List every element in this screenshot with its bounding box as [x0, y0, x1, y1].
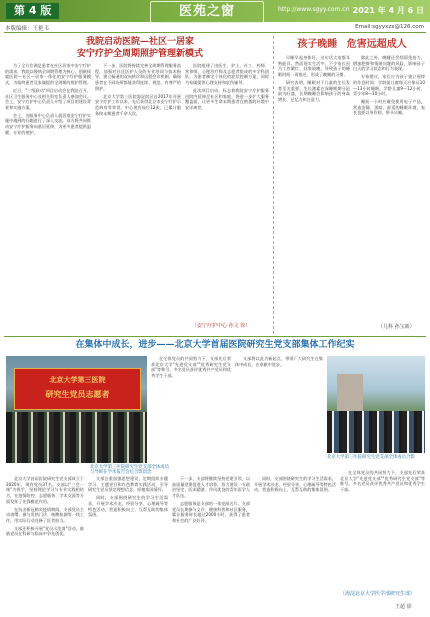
paragraph: 下一步，支部将继续坚持党建引领，以高质量党建促进人才培养，努力建设一支政治坚定、医术精湛、作风优良的青年医学人才队伍。: [172, 476, 250, 499]
website-url[interactable]: http://www.sgyy.com.cn: [278, 6, 350, 13]
article1-col3: [185, 63, 269, 318]
paragraph: 在全体党员的共同努力下，支部先后荣获北京大学"先进党支部""优秀研究生党支部"等称号，多名党员获评优秀共产党员和优秀学生干部。: [340, 470, 425, 493]
page-header: [0, 0, 430, 22]
issue-label: 第 4 版: [6, 3, 59, 19]
article3-col5: [254, 476, 336, 588]
article2-col2: [353, 55, 425, 320]
group-photo-1: [6, 356, 147, 463]
publish-date: 2021 年 4 月 6 日: [352, 6, 424, 15]
article3-col3-top: [151, 356, 231, 464]
article3-col1: [6, 476, 84, 612]
paragraph: 近日，"三级联动"项目启动会在我院召开。社区卫生服务中心及相关科室负责人参加会议。会上，安宁疗护中心负责人介绍了项目的建设背景和实施方案。: [5, 87, 91, 110]
article1-title-line1: 我院启动医院—社区一居家: [85, 37, 194, 47]
paragraph: 在全体党员的共同努力下，支部先后荣获北京大学"先进党支部""优秀研究生党支部"等称号，多名党员获评优秀共产党员和优秀学生干部。: [151, 356, 231, 379]
paragraph: 会上，各服务中心负责人就居家安宁疗护实施中遇到的问题进行了深入交流。双方将共同推动安宁疗护服务向基层延伸，为更多患者提供温暖、专业的照护。: [5, 112, 91, 135]
paragraph: 支部将以此为新起点，带领广大研究生在集体中成长，在奉献中进步。: [235, 356, 323, 367]
people-silhouettes: [327, 411, 425, 453]
article2-title-line1: 孩子晚睡: [297, 39, 338, 50]
paragraph: 同时，支部围绕研究生的学习生活需求，开展学术沙龙、经验分享、心理疏导等特色活动，营造积极向上、互帮互助的集体氛围。: [254, 476, 336, 493]
article1-col1: [5, 63, 91, 331]
article1-title: [12, 37, 268, 48]
banner: [14, 368, 141, 410]
email-label[interactable]: Email:sgyyxzx@126.com: [355, 24, 424, 30]
paragraph: 研究表明，睡眠对于儿童的生长发育至关重要。生长激素在深睡眠期分泌最为旺盛，长期晚睡会影响孩子的身高增长、记忆力和注意力。: [278, 79, 350, 102]
article3-author: 王超 徐: [395, 604, 412, 610]
group-photo-2: [327, 356, 425, 453]
section-divider: [4, 336, 426, 337]
article1-col2: [95, 63, 181, 331]
paragraph: 早睡早起身体好，这句话大家都耳熟能详。然而现实生活中，不少家长因为工作繁忙、回家较晚，导致孩子的睡眠时间一再推迟，形成了晚睡的习惯。: [278, 55, 350, 78]
building: [337, 374, 363, 414]
article2-col1: [278, 55, 350, 330]
people-silhouettes: [6, 412, 147, 463]
article3-col3: [172, 476, 250, 612]
paragraph: 北京大学第三医院海淀院区自2017年开展安宁疗护工作以来，先后获得北京市安宁疗护示范病房等荣誉。中心现有床位12张，已累计服务终末期患者千余人次。: [95, 93, 181, 116]
article2-title: [277, 39, 427, 51]
paragraph: 为了全方位满足患者在社区居家中安宁疗护的需求，我院以慢病全周期管理为核心，创新探索医院—社区—居家一体化的安宁疗护服务模式，为临终患者及家属提供全周期的照护管理。: [5, 63, 91, 86]
article3-col4: [235, 356, 323, 464]
paragraph: 医院组建了由医生、护士、社工、药师、营养师、心理治疗师及志愿者组成的多学科团队，为患者制定个体化的症状控制方案，同时为家属提供心理支持和哀伤辅导。: [185, 63, 269, 86]
banner-text-2: 研究生党员志愿者: [45, 390, 110, 399]
paragraph: 同时，支部围绕研究生的学习生活需求，开展学术沙龙、经验分享、心理疏导等特色活动，营造积极向上、互帮互助的集体氛围。: [88, 495, 168, 518]
article3-title: 在集体中成长，进步——北京大学首届医院研究生党支部集体工作纪实: [75, 340, 355, 350]
article3-col6: [340, 470, 425, 588]
section-title: 医苑之窗: [150, 1, 264, 23]
photo1-caption-line1: 北京大学第三医院研究生党支部全体成员: [90, 465, 170, 470]
paragraph: 志愿服务是支部的一张亮丽名片。支部党员长期参与义诊、健康科普和社区服务，累计服务时长超过2000小时，获得了患者和社会的广泛好评。: [172, 500, 250, 523]
paragraph: 睡前一小时应避免使用电子产品，营造安静、黑暗、舒适的睡眠环境，家长也要以身作则，带头早睡。: [353, 98, 425, 116]
header-divider: [4, 32, 426, 33]
paragraph: 支部还积极开展"党员示范岗"活动，鼓励党员在科研与临床中争先创优。: [6, 525, 84, 537]
photo1-caption-line2: 与导师在学术报告会后合影留念: [90, 470, 152, 476]
article2-title-line2: 危害远超成人: [346, 39, 407, 50]
paragraph: 除此之外，晚睡还会削弱免疫力，增加肥胖和情绪问题的风险，影响孩子白天的学习状态和行为表现。: [353, 55, 425, 72]
article2-source: （儿科 孙宝新）: [378, 324, 415, 330]
paragraph: 专家建议，家长应为孩子建立规律的作息时间：学龄前儿童每天应保证10—13小时睡眠，学龄儿童9—12小时，青少年8—10小时。: [353, 74, 425, 97]
banner-text: 北京大学第三医院: [49, 376, 106, 384]
paragraph: 支部注重加强思想建设，定期组织专题学习、主题党日和红色教育实践活动，引导研究生党员坚定理想信念，厚植家国情怀。: [88, 476, 168, 493]
article1-title-line2: 安宁疗护全周期照护管理新模式: [76, 49, 203, 59]
paragraph: 下一步，医院将持续完善全周期管理服务流程，加强对社区医护人员的专业培训与技术指导，建立畅通的双向转诊和远程会诊机制，确保患者在不同场所都能获得连续、规范、有尊严的照护。: [95, 63, 181, 91]
paragraph: 北京大学首届医院研究生党支部成立于2020年，现有党员37名。支部以"三会一课"为抓手，坚持理论学习与专业实践相结合，在疫情防控、志愿服务、学术交流等方面发挥了先锋模范作用。: [6, 476, 84, 504]
article3-col2: [88, 476, 168, 612]
paragraph: 此次项目启动，标志着我院安宁疗护服务由院内延伸至社区和家庭，将进一步扩大服务覆盖面，让更多生命末期患者在熟悉的环境中安详离世。: [185, 87, 269, 110]
column-divider: [273, 36, 274, 334]
photo1-caption: [90, 465, 210, 476]
article3-source: （海淀北京大学医学部研究生部）: [340, 591, 416, 597]
sub-header: [0, 23, 430, 32]
article1-source: （安宁疗护中心 孙文 徐）: [192, 323, 251, 329]
paragraph: 在抗击新冠肺炎疫情期间，支部党员主动请缨，参与发热门诊、核酸检测等一线工作，用实际行动诠释了医者担当。: [6, 506, 84, 523]
photo2-caption: 北京大学第三医院研究生党支部全体成员合影: [327, 455, 415, 460]
editor-label: 本版编辑：王艳韦: [5, 26, 50, 32]
